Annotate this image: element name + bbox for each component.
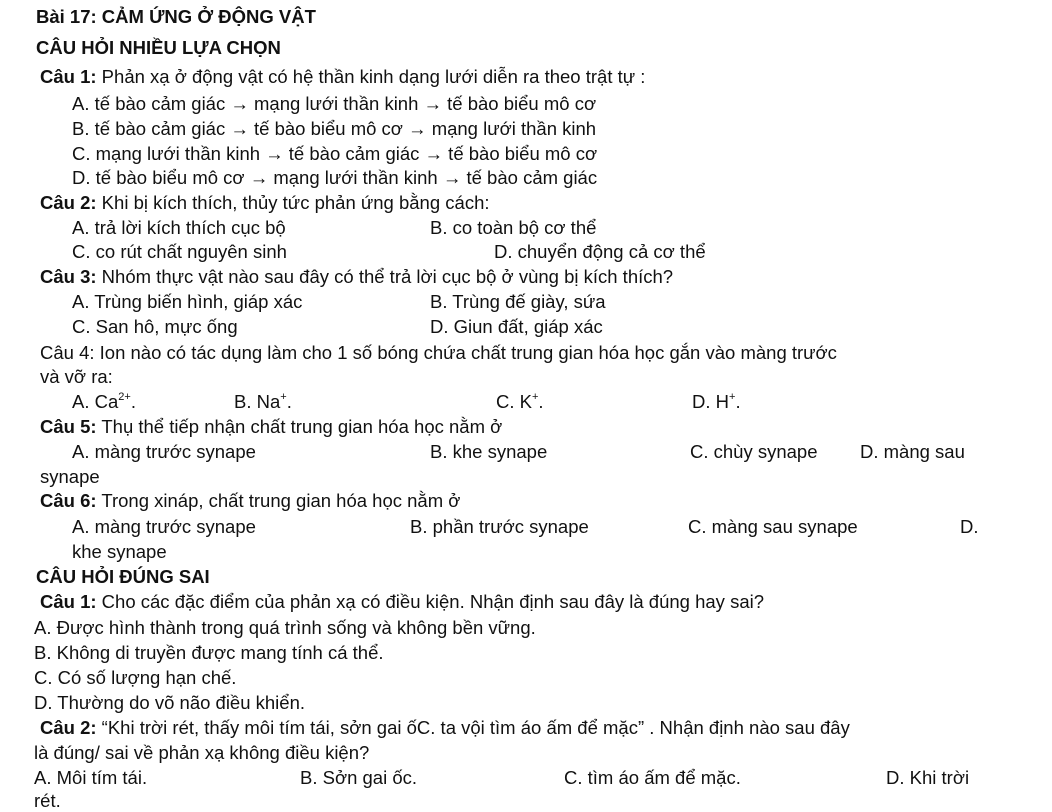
statement-a: A. Môi tím tái. [34,767,148,788]
option-c [496,391,544,413]
question-text: Khi bị kích thích, thủy tức phản ứng bằng cách: [96,192,490,213]
option-c: C. mạng lưới thần kinh → tế bào cảm giác → tế bào biểu mô cơ [72,143,598,164]
option-a: A. Trùng biến hình, giáp xác [72,291,303,312]
tf-question-2-continued: là đúng/ sai về phản xạ không điều kiện? [34,742,370,763]
statement-d: D. Khi trời [886,767,970,788]
option-text: B. Na [234,391,281,412]
option-suffix: . [538,391,544,412]
option-d: D. Giun đất, giáp xác [430,316,603,337]
question-text: Trong xináp, chất trung gian hóa học nằm ở [96,490,461,511]
statement-b: B. Sởn gai ốc. [300,767,418,788]
option-d: D. tế bào biểu mô cơ → mạng lưới thần kinh → tế bào cảm giác [72,167,598,188]
option-c: C. co rút chất nguyên sinh [72,241,287,262]
question-text: Thụ thể tiếp nhận chất trung gian hóa học nằm ở [96,416,503,437]
page-title: Bài 17: CẢM ỨNG Ở ĐỘNG VẬT [36,6,316,27]
option-d-continued: synape [40,466,100,487]
section-true-false: CÂU HỎI ĐÚNG SAI [36,566,210,587]
question-label: Câu 1: [40,66,97,87]
option-b: B. tế bào cảm giác → tế bào biểu mô cơ → mạng lưới thần kinh [72,118,597,139]
statement-d-continued: rét. [34,790,61,811]
superscript: 2+ [118,390,131,403]
option-a: A. màng trước synape [72,441,256,462]
superscript: + [729,390,736,403]
option-b: B. Trùng đế giày, sứa [430,291,606,312]
option-d [692,391,741,413]
question-5 [40,416,502,438]
option-b: B. co toàn bộ cơ thể [430,217,597,238]
question-4-continued: và vỡ ra: [40,366,113,387]
statement-d: D. Thường do võ não điều khiển. [34,692,306,713]
statement-c: C. Có số lượng hạn chế. [34,667,237,688]
option-b [234,391,292,413]
statement-a: A. Được hình thành trong quá trình sống và không bền vững. [34,617,536,638]
tf-question-2 [40,717,850,739]
option-a: A. tế bào cảm giác → mạng lưới thần kinh → tế bào biểu mô cơ [72,93,597,114]
option-text: C. K [496,391,532,412]
question-label: Câu 5: [40,416,97,437]
question-1 [40,66,645,88]
option-c: C. chùy synape [690,441,818,462]
option-text: A. Ca [72,391,119,412]
question-text: Phản xạ ở động vật có hệ thần kinh dạng lưới diễn ra theo trật tự : [96,66,646,87]
option-suffix: . [130,391,136,412]
option-c: C. San hô, mực ống [72,316,238,337]
option-suffix: . [286,391,292,412]
statement-b: B. Không di truyền được mang tính cá thể. [34,642,384,663]
question-4: Câu 4: Ion nào có tác dụng làm cho 1 số bóng chứa chất trung gian hóa học gắn vào màng trước [40,342,837,363]
question-label: Câu 6: [40,490,97,511]
superscript: + [280,390,287,403]
option-b: B. phần trước synape [410,516,589,537]
question-label: Câu 3: [40,266,97,287]
question-text: Nhóm thực vật nào sau đây có thể trả lời cục bộ ở vùng bị kích thích? [96,266,674,287]
question-text: Cho các đặc điểm của phản xạ có điều kiện. Nhận định sau đây là đúng hay sai? [96,591,765,612]
question-text: “Khi trời rét, thấy môi tím tái, sởn gai ốC. ta vội tìm áo ấm để mặc” . Nhận định nào sau đây [96,717,850,738]
option-suffix: . [735,391,741,412]
option-text: D. H [692,391,729,412]
option-d-continued: khe synape [72,541,167,562]
option-d: D. chuyển động cả cơ thể [494,241,706,262]
question-label: Câu 2: [40,717,97,738]
option-b: B. khe synape [430,441,548,462]
superscript: + [531,390,539,403]
option-a: A. màng trước synape [72,516,256,537]
option-a [72,391,136,413]
option-d: D. màng sau [860,441,965,462]
tf-question-1 [40,591,764,613]
option-a: A. trả lời kích thích cục bộ [72,217,286,238]
option-c: C. màng sau synape [688,516,858,537]
question-2 [40,192,490,214]
question-label: Câu 2: [40,192,97,213]
option-d: D. [960,516,979,537]
question-3 [40,266,673,288]
section-multiple-choice: CÂU HỎI NHIỀU LỰA CHỌN [36,37,281,58]
statement-c: C. tìm áo ấm để mặc. [564,767,741,788]
question-6 [40,490,460,512]
question-label: Câu 1: [40,591,97,612]
